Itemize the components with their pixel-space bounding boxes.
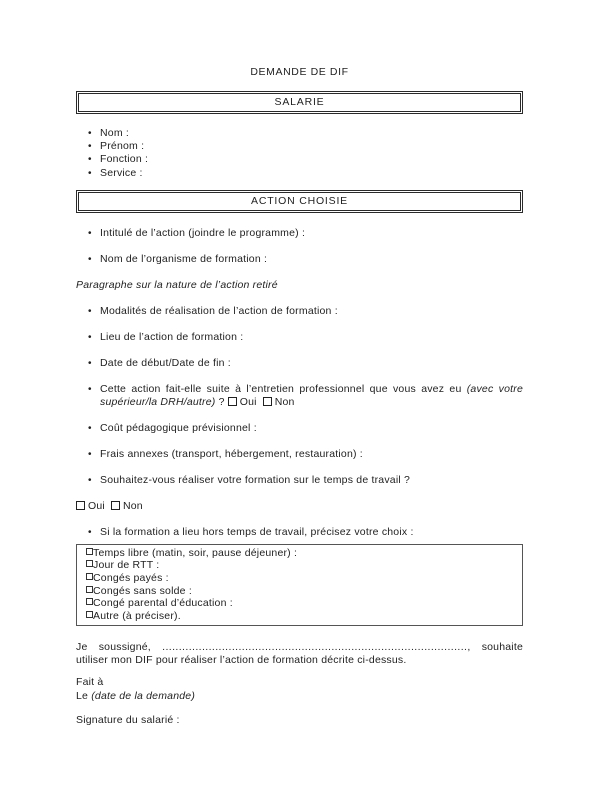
bullet-icon (88, 357, 100, 370)
declaration-part2: , souhaite utiliser mon DIF pour réaliser l’action de formation décrite ci-dessus. (76, 641, 523, 667)
option-label: Autre (à préciser). (93, 609, 181, 622)
hors-temps-options-box (76, 544, 523, 627)
checkbox-square-icon[interactable] (77, 597, 93, 610)
field-label: Frais annexes (transport, hébergement, restauration) : (100, 447, 363, 460)
option-autre (77, 610, 518, 623)
dotted-fill-line[interactable]: ............................................................................................ (162, 641, 468, 654)
field-formation-temps-travail (88, 474, 523, 487)
checkbox-square-icon[interactable] (77, 547, 93, 560)
bullet-icon (88, 227, 100, 240)
signature-line: Signature du salarié : (76, 713, 180, 726)
field-label: Lieu de l’action de formation : (100, 330, 244, 343)
le-date-line (76, 690, 523, 703)
bullet-icon (88, 383, 100, 409)
oui-label: Oui (239, 395, 257, 408)
entretien-italic: (avec votre supérieur/la DRH/autre) (100, 382, 523, 408)
field-label: Date de début/Date de fin : (100, 356, 231, 369)
non-label: Non (274, 395, 295, 408)
field-prenom (88, 140, 523, 153)
field-label: Intitulé de l’action (joindre le programme) : (100, 226, 306, 239)
date-demande-italic: (date de la demande) (91, 689, 196, 702)
field-date-debut-fin (88, 357, 523, 370)
field-hors-temps-travail (88, 526, 523, 539)
field-fonction (88, 153, 523, 166)
bullet-icon (88, 253, 100, 266)
checkbox-square-icon[interactable] (77, 585, 93, 598)
option-temps-libre (77, 547, 518, 560)
non-label: Non (122, 499, 143, 512)
bullet-icon (88, 127, 100, 140)
field-cout-pedagogique (88, 422, 523, 435)
option-label: Temps libre (matin, soir, pause déjeuner) : (93, 546, 298, 559)
checkbox-square-icon[interactable] (77, 559, 93, 572)
bullet-icon (88, 305, 100, 318)
option-jour-rtt (77, 559, 518, 572)
oui-label: Oui (88, 499, 105, 512)
field-modalites-realisation (88, 305, 523, 318)
bullet-icon (88, 153, 100, 166)
field-label (100, 383, 523, 409)
bullet-icon (88, 167, 100, 180)
option-conge-parental (77, 597, 518, 610)
field-label: Fonction : (100, 153, 149, 166)
checkbox-non-icon[interactable] (263, 397, 272, 406)
salarie-fields (76, 127, 523, 180)
oui-non-line (76, 500, 523, 513)
bullet-icon (88, 331, 100, 344)
fait-le-block (76, 676, 523, 702)
field-lieu-action (88, 331, 523, 344)
option-conges-sans-solde (77, 585, 518, 598)
option-conges-payes (77, 572, 518, 585)
bullet-icon (88, 422, 100, 435)
declaration-part1: Je soussigné, (76, 641, 163, 654)
entretien-text: Cette action fait-elle suite à l’entretien professionnel que vous avez eu (100, 382, 467, 395)
field-label: Service : (100, 166, 143, 179)
bullet-icon (88, 140, 100, 153)
field-label: Prénom : (100, 140, 145, 153)
document-title: DEMANDE DE DIF (250, 66, 349, 78)
note-paragraphe-retire: Paragraphe sur la nature de l’action retiré (76, 278, 278, 291)
field-nom (88, 127, 523, 140)
field-label: Coût pédagogique prévisionnel : (100, 421, 257, 434)
field-intitule-action (88, 227, 523, 240)
option-label: Congé parental d’éducation : (93, 597, 233, 610)
field-label: Nom de l’organisme de formation : (100, 252, 268, 265)
fait-a-line: Fait à (76, 676, 104, 689)
option-label: Congés payés : (93, 572, 169, 584)
checkbox-square-icon[interactable] (77, 572, 93, 585)
field-organisme-formation (88, 253, 523, 266)
field-label: Modalités de réalisation de l’action de formation : (100, 304, 338, 317)
field-service (88, 167, 523, 180)
le-prefix: Le (76, 689, 92, 702)
field-label: Si la formation a lieu hors temps de travail, précisez votre choix : (100, 525, 414, 538)
section-header-salarie (76, 91, 523, 114)
entretien-suffix: ? (215, 395, 228, 408)
section-header-action-choisie (76, 190, 523, 213)
bullet-icon (88, 474, 100, 487)
declaration-paragraph (76, 641, 523, 667)
section-header-salarie-label: SALARIE (78, 93, 521, 112)
option-label: Jour de RTT : (93, 559, 160, 572)
field-label: Souhaitez-vous réaliser votre formation sur le temps de travail ? (100, 473, 411, 486)
field-frais-annexes (88, 448, 523, 461)
checkbox-oui-icon[interactable] (228, 397, 237, 406)
bullet-icon (88, 448, 100, 461)
checkbox-square-icon[interactable] (77, 610, 93, 623)
field-label: Nom : (100, 127, 130, 139)
field-entretien-professionnel (88, 383, 523, 409)
checkbox-oui-icon[interactable] (76, 501, 85, 510)
option-label: Congés sans solde : (93, 584, 192, 597)
checkbox-non-icon[interactable] (111, 501, 120, 510)
section-header-action-choisie-label: ACTION CHOISIE (78, 192, 521, 211)
bullet-icon (88, 526, 100, 539)
